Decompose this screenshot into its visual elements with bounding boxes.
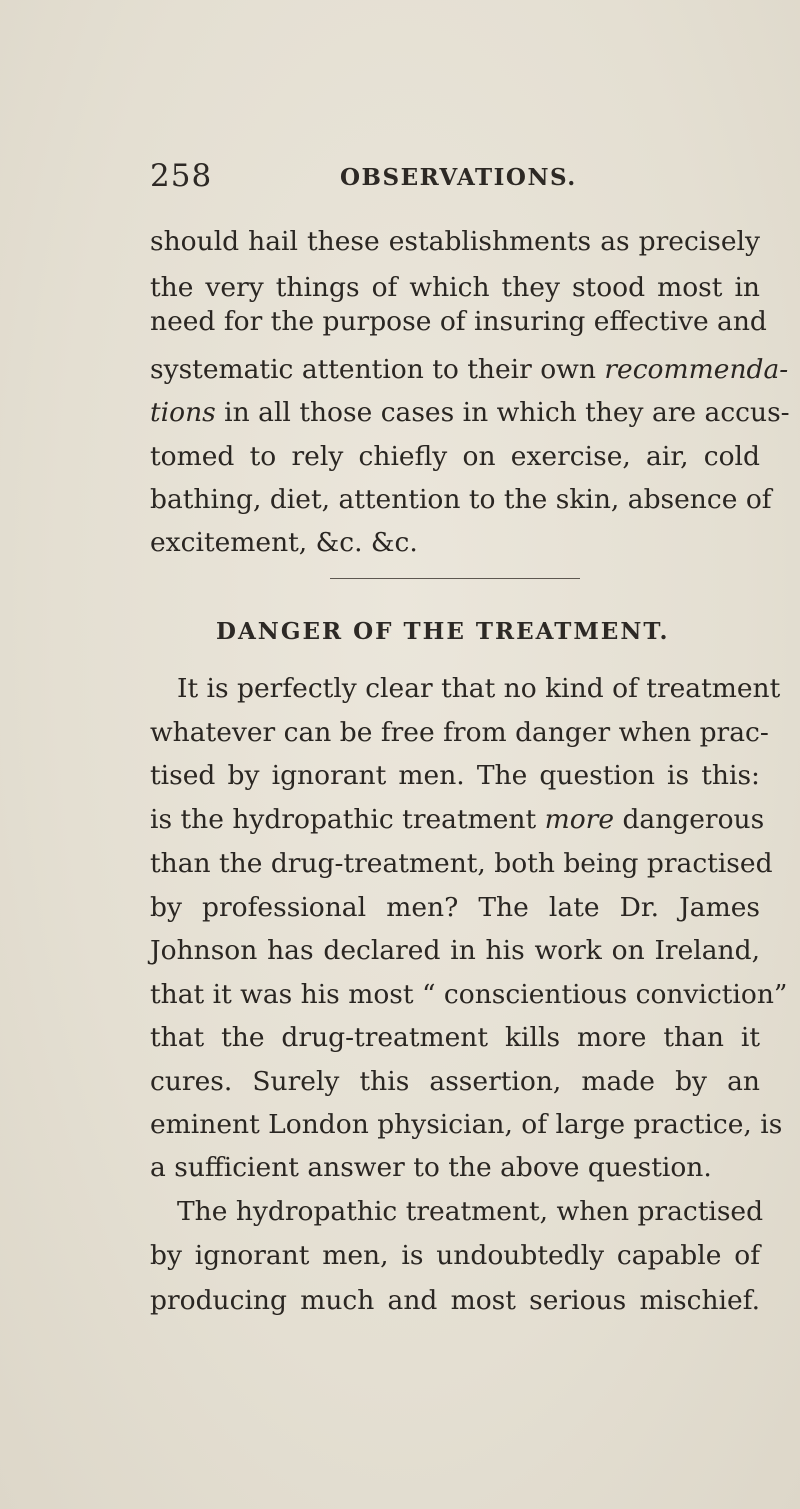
italic-emphasis: recommenda- <box>604 354 789 385</box>
page-header <box>150 158 760 198</box>
text-line: cures. Surely this assertion, made by an <box>150 1066 760 1097</box>
text-line: tised by ignorant men. The question is this: <box>150 760 760 791</box>
text-line: a sufficient answer to the above question. <box>150 1152 712 1183</box>
text-line: producing much and most serious mischief. <box>150 1285 760 1316</box>
text-line: tions in all those cases in which they are accus- <box>150 397 790 428</box>
text-line: that it was his most “ conscientious conviction” <box>150 979 788 1010</box>
text-line: by ignorant men, is undoubtedly capable of <box>150 1240 760 1271</box>
text-line: should hail these establishments as precisely <box>150 226 760 257</box>
italic-emphasis: tions <box>150 397 216 428</box>
running-head: OBSERVATIONS. <box>340 164 577 191</box>
text-line: whatever can be free from danger when prac- <box>150 717 769 748</box>
italic-emphasis: more <box>544 804 615 835</box>
text-line: It is perfectly clear that no kind of treatment <box>177 673 781 704</box>
text-line: the very things of which they stood most in <box>150 272 760 303</box>
text-line: The hydropathic treatment, when practised <box>177 1196 764 1227</box>
page-number: 258 <box>150 158 213 194</box>
text-line: eminent London physician, of large practice, is <box>150 1109 783 1140</box>
text-line: by professional men? The late Dr. James <box>150 892 760 923</box>
text-line: than the drug-treatment, both being practised <box>150 848 773 879</box>
text-line: is the hydropathic treatment more dangerous <box>150 804 765 835</box>
text-line: tomed to rely chiefly on exercise, air, cold <box>150 441 760 472</box>
text-line: need for the purpose of insuring effective and <box>150 306 767 337</box>
text-line: that the drug-treatment kills more than it <box>150 1022 760 1053</box>
text-line: bathing, diet, attention to the skin, absence of <box>150 484 772 515</box>
section-title: DANGER OF THE TREATMENT. <box>216 618 670 645</box>
text-line: excitement, &c. &c. <box>150 527 418 558</box>
text-line: Johnson has declared in his work on Ireland, <box>150 935 760 966</box>
section-divider <box>330 578 580 579</box>
text-line: systematic attention to their own recommenda- <box>150 354 789 385</box>
